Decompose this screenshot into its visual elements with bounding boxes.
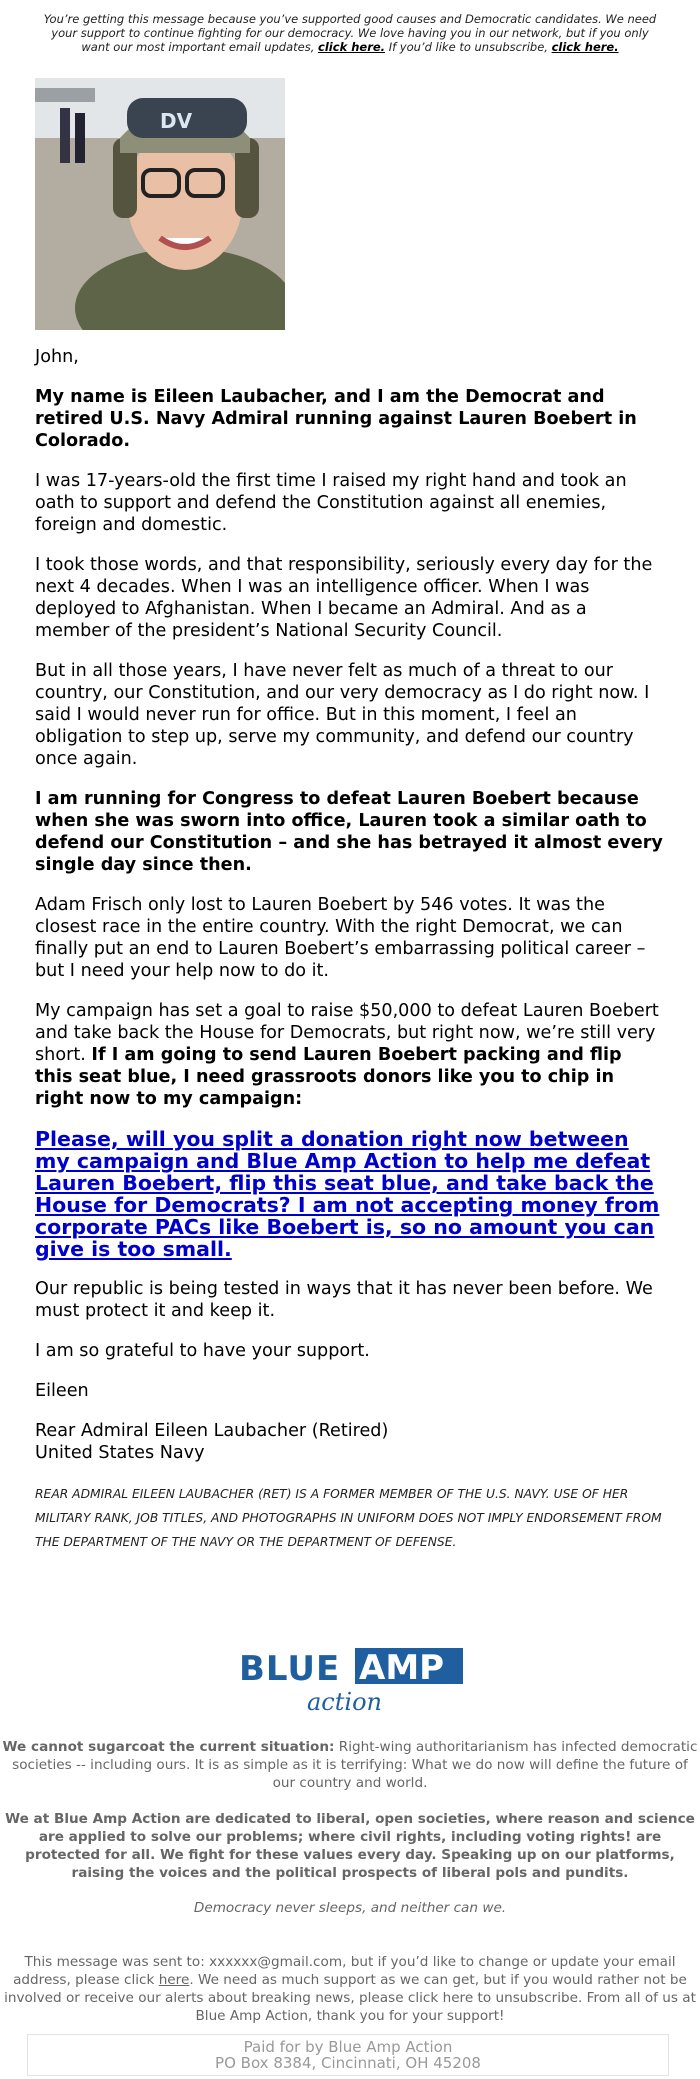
footer-bold-text: We cannot sugarcoat the current situation: <box>2 1739 335 1755</box>
paragraph <box>35 1000 665 1110</box>
logo-text-amp: AMP <box>359 1648 445 1688</box>
paragraph: I took those words, and that responsibility, seriously every day for the next 4 decades. When I was an intelligence officer. When I was deployed to Afghanistan. When I became an Admiral. And as a member of the president’s National Security Council. <box>35 555 653 641</box>
paid-for-line: Paid for by Blue Amp Action <box>243 2038 453 2056</box>
donate-link[interactable]: Please, will you split a donation right now between my campaign and Blue Amp Action to help me defeat Lauren Boebert, flip this seat blue, and take back the House for Democrats? I am not accepting money from corporate PACs like Boebert is, so no amount you can give is too small. <box>35 1127 660 1261</box>
unsubscribe-link[interactable]: click here. <box>551 40 619 54</box>
footer-text: . We need as much support as we can get, but if you would rather not be involved or receive our alerts about breaking news, please click here to unsubscribe. From all of us at Blue Amp Action, thank you for your support! <box>4 1972 696 2024</box>
letter-body <box>35 346 665 1572</box>
footer-tagline: Democracy never sleeps, and neither can we. <box>193 1900 507 1916</box>
footer-sent-to <box>0 1953 700 2025</box>
logo-text-blue: BLUE <box>239 1649 341 1689</box>
logo-text-action: action <box>307 1688 382 1716</box>
preheader-text: If you’d like to unsubscribe, <box>385 40 552 54</box>
intro-paragraph: My name is Eileen Laubacher, and I am the Democrat and retired U.S. Navy Admiral running against Lauren Boebert in Colorado. <box>35 387 637 451</box>
paid-for-box <box>27 2034 669 2076</box>
paragraph: I am running for Congress to defeat Lauren Boebert because when she was sworn into office, Lauren took a similar oath to defend our Constitution – and she has betrayed it almost every single day since then. <box>35 789 663 875</box>
disclaimer: REAR ADMIRAL EILEEN LAUBACHER (RET) IS A FORMER MEMBER OF THE U.S. NAVY. USE OF HER MILITARY RANK, JOB TITLES, AND PHOTOGRAPHS IN UNIFORM DOES NOT IMPLY ENDORSEMENT FROM THE DEPARTMENT OF THE NAVY OR THE DEPARTMENT OF DEFENSE. <box>35 1487 662 1549</box>
email-preferences-link[interactable]: click here. <box>318 40 386 54</box>
paragraph-text: My campaign has set a goal to raise $50,000 to defeat Lauren Boebert and take back the House for Democrats, but right now, we’re still very short. <box>35 1001 659 1065</box>
blue-amp-action-logo <box>237 1646 467 1718</box>
footer-situation <box>0 1738 700 1792</box>
helmet-text: DV <box>160 109 193 133</box>
paragraph: Adam Frisch only lost to Lauren Boebert by 546 votes. It was the closest race in the entire country. With the right Democrat, we can finally put an end to Lauren Boebert’s embarrassing political career – but I need your help now to do it. <box>35 895 646 981</box>
paragraph: But in all those years, I have never felt as much of a threat to our country, our Constitution, and our very democracy as I do right now. I said I would never run for office. But in this moment, I feel an obligation to step up, serve my community, and defend our country once again. <box>35 661 650 769</box>
greeting: John, <box>35 347 79 367</box>
paragraph: I am so grateful to have your support. <box>35 1341 370 1361</box>
preheader <box>40 12 660 54</box>
paragraph: Our republic is being tested in ways that it has never been before. We must protect it and keep it. <box>35 1279 653 1321</box>
update-email-link[interactable]: here <box>158 1972 190 1988</box>
footer-text: Right-wing authoritarianism has infected democratic societies -- including ours. It is as simple as it is terrifying: What we do now will define the future of our country and world. <box>12 1739 698 1791</box>
signoff: Eileen <box>35 1381 89 1401</box>
paragraph-bold-text: If I am going to send Lauren Boebert packing and flip this seat blue, I need grassroots donors like you to chip in right now to my campaign: <box>35 1045 622 1109</box>
paragraph: I was 17-years-old the first time I raised my right hand and took an oath to support and defend the Constitution against all enemies, foreign and domestic. <box>35 471 627 535</box>
signature-org: United States Navy <box>35 1443 205 1463</box>
candidate-photo <box>35 78 285 330</box>
footer-text: This message was sent to: xxxxxx@gmail.com, but if you’d like to change or update your email address, please click <box>13 1954 676 1988</box>
preheader-text: You’re getting this message because you’ve supported good causes and Democratic candidates. We need your support to continue fighting for our democracy. We love having you in our network, but if you only want our most important email updates, <box>43 12 657 54</box>
footer-mission: We at Blue Amp Action are dedicated to liberal, open societies, where reason and science are applied to solve our problems; where civil rights, including voting rights! are protected for all. We fight for these values every day. Speaking up on our platforms, raising the voices and the political prospects of liberal pols and pundits. <box>5 1811 695 1881</box>
address-line: PO Box 8384, Cincinnati, OH 45208 <box>215 2054 481 2072</box>
signature-title: Rear Admiral Eileen Laubacher (Retired) <box>35 1421 389 1441</box>
